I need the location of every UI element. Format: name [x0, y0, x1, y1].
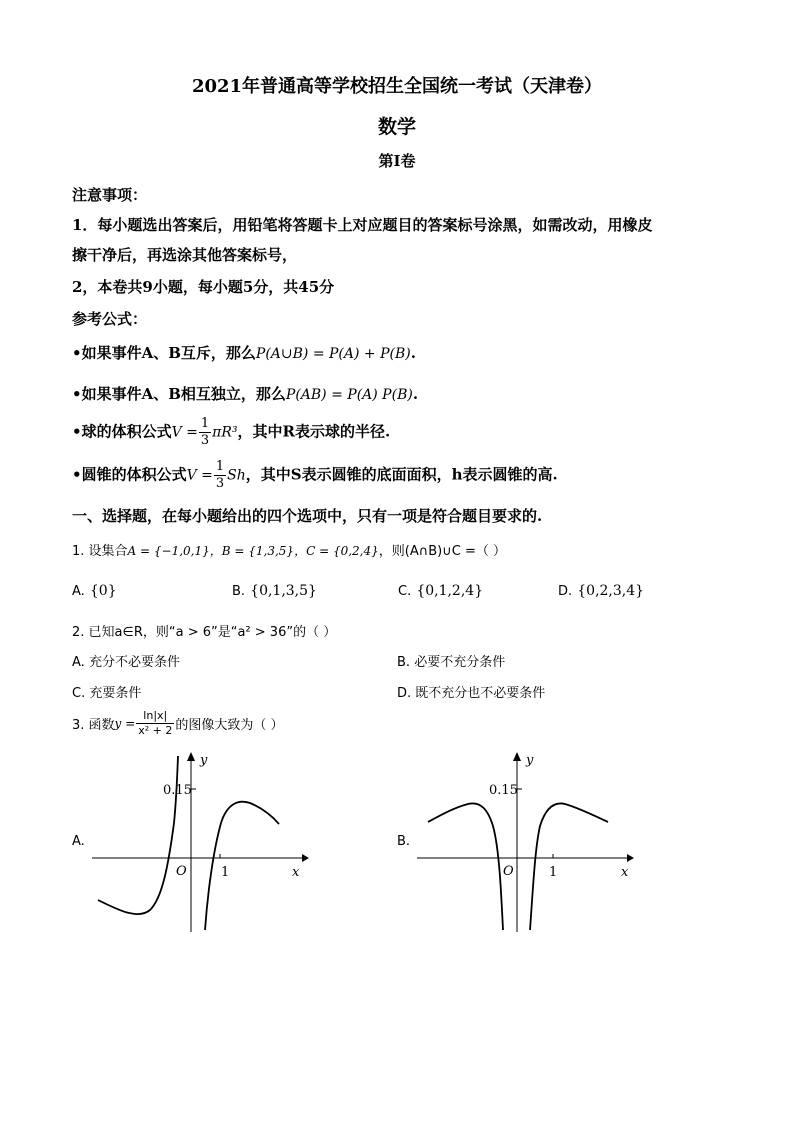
graph-a-x-label: x: [292, 865, 300, 880]
q1-set-b: ，B = {1,3,5}: [209, 544, 295, 558]
q1-option-a-label: A.: [72, 584, 85, 599]
q1-option-d[interactable]: [558, 580, 644, 599]
q1-set-c: ，C = {0,2,4}: [294, 544, 379, 558]
q2-option-d[interactable]: [397, 682, 545, 701]
formula-2-math: P(AB) = P(A) P(B): [285, 387, 413, 403]
formula-3-tail: ，其中R表示球的半径.: [237, 422, 391, 441]
formula-cone-volume: [72, 459, 558, 492]
q1-option-a-value: {0}: [89, 583, 117, 599]
notes-item2: 2，本卷共9小题，每小题5分，共45分: [72, 278, 335, 296]
q1-prefix: 1. 设集合: [72, 544, 128, 559]
q2-option-d-label: D.: [397, 686, 412, 701]
q2-option-c-value: 充要条件: [89, 686, 142, 701]
notes-item1-line1: 1．每小题选出答案后，用铅笔将答题卡上对应题目的答案标号涂黑，如需改动，用橡皮: [72, 216, 653, 234]
formula-1-text: •如果事件A、B互斥，那么: [72, 344, 256, 362]
graph-b-origin-label: O: [503, 864, 514, 879]
q1-option-b-label: B.: [232, 584, 246, 599]
formula-mutually-exclusive: [72, 342, 416, 363]
formula-4-text: •圆锥的体积公式: [72, 465, 187, 484]
q2-option-b-label: B.: [397, 655, 411, 670]
q1-option-d-value: {0,2,3,4}: [577, 583, 645, 599]
graph-a-y-label: y: [200, 753, 208, 768]
q1-option-c-value: {0,1,2,4}: [416, 583, 484, 599]
formula-4-denominator: 3: [215, 476, 225, 491]
exam-title: 2021年普通高等学校招生全国统一考试（天津卷）: [191, 76, 603, 97]
q2-option-a[interactable]: [72, 651, 180, 670]
q3-denominator: x² + 2: [138, 724, 173, 737]
q1-option-c-label: C.: [398, 584, 412, 599]
q3-graph-b[interactable]: [413, 748, 635, 936]
formula-4-fraction: [214, 459, 226, 492]
graph-a-left-branch: [98, 756, 178, 914]
q1-option-b[interactable]: [232, 580, 317, 599]
q3-prefix: 3. 函数: [72, 718, 115, 733]
q2-option-c[interactable]: [72, 682, 141, 701]
graph-a-right-branch: [205, 802, 279, 930]
formula-4-numerator: 1: [215, 459, 225, 474]
formula-1-period: .: [410, 344, 416, 362]
formula-3-fraction: [199, 416, 211, 449]
q1-suffix: ，则(A∩B)∪C =（ ）: [378, 544, 506, 559]
graph-b-x-label: x: [621, 865, 629, 880]
q3-numerator: ln|x|: [136, 709, 174, 724]
formula-4-rhs: Sh: [227, 467, 246, 484]
notes-heading: 注意事项：: [72, 186, 148, 204]
graph-b-x-arrow: [627, 854, 634, 862]
q2-option-b[interactable]: [397, 651, 505, 670]
formulas-heading: 参考公式：: [72, 310, 148, 328]
graph-a-y-tick-label: 0.15: [163, 783, 192, 798]
graph-b-y-tick-label: 0.15: [489, 783, 518, 798]
q2-option-c-label: C.: [72, 686, 86, 701]
section-1-heading: 一、选择题，在每小题给出的四个选项中，只有一项是符合题目要求的.: [72, 507, 543, 525]
formula-1-math: P(A∪B) = P(A) + P(B): [255, 346, 411, 362]
notes-item1-line2: 擦干净后，再选涂其他答案标号，: [72, 246, 298, 264]
formula-3-text: •球的体积公式: [72, 422, 172, 441]
q2-option-d-value: 既不充分也不必要条件: [415, 686, 546, 701]
formula-independent: [72, 383, 418, 404]
question-1-stem: [72, 540, 506, 559]
graph-b-right-branch: [530, 803, 608, 930]
formula-2-period: .: [412, 385, 419, 403]
q2-option-a-label: A.: [72, 655, 85, 670]
q1-option-c[interactable]: [398, 580, 483, 599]
q3-lhs: y =: [114, 716, 136, 731]
formula-3-lhs: V =: [171, 424, 198, 441]
formula-3-rhs: πR³: [212, 424, 238, 441]
formula-3-numerator: 1: [200, 416, 210, 431]
volume-heading: 第I卷: [378, 152, 416, 170]
graph-b-y-label: y: [526, 753, 534, 768]
question-3-stem: [72, 709, 283, 738]
question-2-stem: 2. 已知a∈R，则“a > 6”是“a² > 36”的（ ）: [72, 625, 337, 640]
formula-3-denominator: 3: [200, 433, 210, 448]
graph-a-x-arrow: [302, 854, 309, 862]
graph-a-x-tick-label: 1: [221, 865, 230, 880]
q1-option-a[interactable]: [72, 580, 117, 599]
q3-suffix: 的图像大致为（ ）: [175, 718, 284, 733]
graph-b-y-arrow: [513, 752, 521, 761]
formula-4-tail: ，其中S表示圆锥的底面面积，h表示圆锥的高.: [245, 465, 558, 484]
formula-2-text: •如果事件A、B相互独立，那么: [72, 385, 286, 403]
q3-option-a-label[interactable]: A.: [72, 834, 85, 849]
q2-option-a-value: 充分不必要条件: [88, 655, 180, 670]
subject-heading: 数学: [377, 116, 416, 138]
q1-option-d-label: D.: [558, 584, 573, 599]
graph-b-x-tick-label: 1: [549, 865, 558, 880]
q3-option-b-label[interactable]: B.: [397, 834, 411, 849]
q1-option-b-value: {0,1,3,5}: [250, 583, 317, 599]
formula-4-lhs: V =: [186, 467, 213, 484]
formula-sphere-volume: [72, 416, 390, 449]
graph-a-y-arrow: [187, 752, 195, 761]
q3-graph-a[interactable]: [88, 748, 310, 936]
q1-set-a: A = {−1,0,1}: [127, 544, 210, 558]
q2-option-b-value: 必要不充分条件: [414, 655, 506, 670]
q3-fraction: [136, 709, 174, 738]
graph-b-left-branch: [428, 803, 503, 930]
graph-a-origin-label: O: [176, 864, 187, 879]
